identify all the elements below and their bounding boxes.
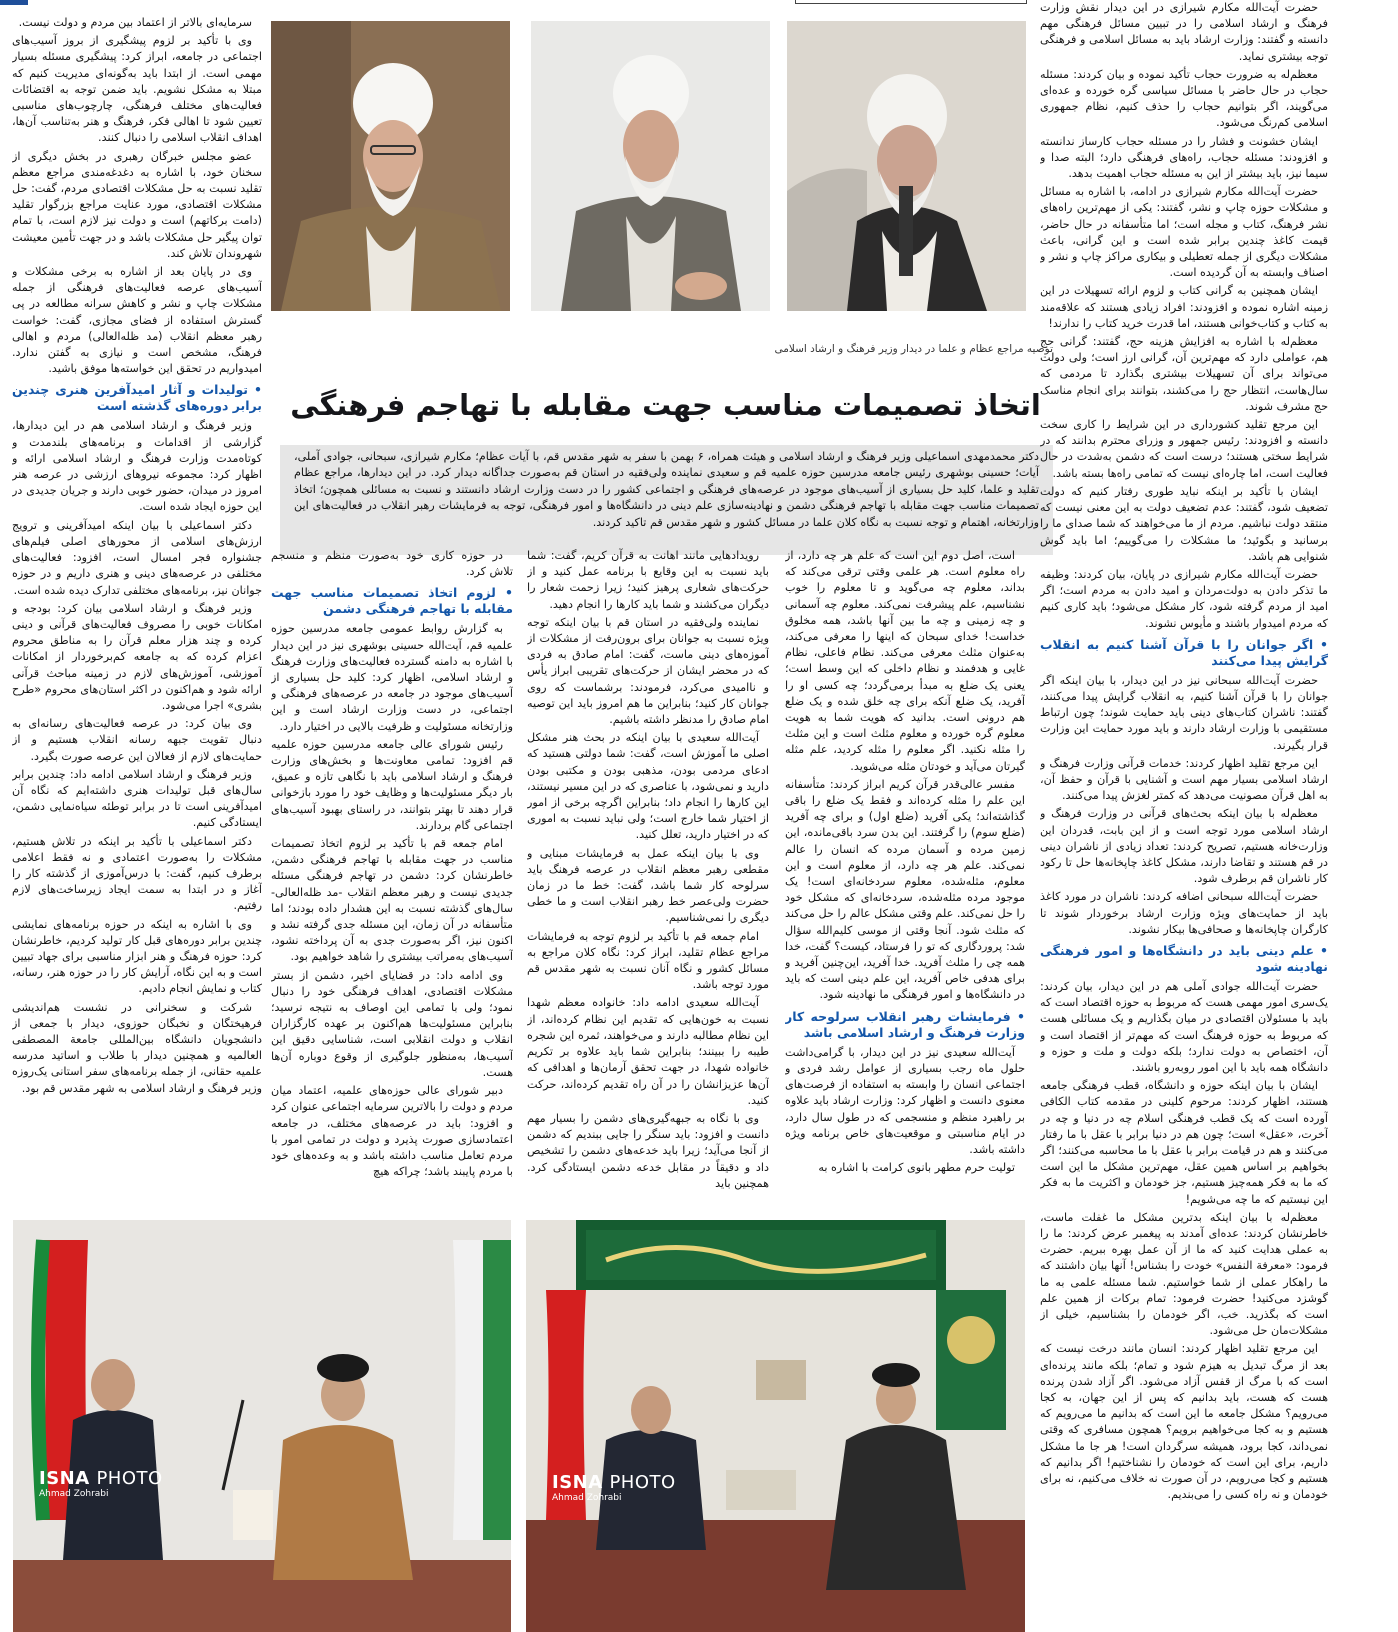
isna-brand: ISNA: [39, 1468, 90, 1489]
paragraph: دبیر شورای عالی حوزه‌های علمیه، اعتماد میان مردم و دولت را بالاترین سرمایه اجتماعی عنوان کرد و افزود: باید در عرصه‌های مختلف، در جامعه اعتمادسازی صورت پذیرد و دولت در تمامی امور با مردم تعامل مناسب داشته باشد و به وعده‌های خود با مردم پایبند باشد؛ چراکه هیچ: [271, 1084, 513, 1179]
paragraph: معظم‌له به ضرورت حجاب تأکید نموده و بیان کردند: مسئله حجاب در حال حاضر با مسائل سیاسی گره خورده و عده‌ای می‌گویند، اگر بتوانیم حجاب را حذف کنیم، نظام جمهوری اسلامی کم‌رنگ می‌شود.: [1040, 67, 1328, 130]
photographer: Ahmad Zohrabi: [39, 1489, 109, 1499]
paragraph: آیت‌الله سعیدی ادامه داد: خانواده معظم شهدا نسبت به خون‌هایی که تقدیم این نظام کرده‌اند، از این نظام مطالبه دارند و می‌خواهند، ثمره این شجره طیبه را ببینند؛ بنابراین شما باید علاوه بر تکریم خانواده شهدا، در جهت تحقق آرمان‌ها و اهدافی که آن‌ها عزیزانشان را در آن راه تقدیم کرده‌اند، حرکت کنید.: [527, 996, 769, 1107]
paragraph: آیت‌الله سعیدی نیز در این دیدار، با گرامی‌داشت حلول ماه رجب بسیاری از عوامل رشد فردی و اجتماعی انسان را وابسته به استفاده از فرصت‌های معنوی دانست و اظهار کرد: وزارت ارشاد باید علاوه بر راهبرد منظم و منسجمی که در طول سال دارد، در ایام مناسبتی و موقعیت‌های خاص برنامه ویژه داشته باشد.: [785, 1045, 1025, 1156]
paragraph: وی ادامه داد: در قضایای اخیر، دشمن از بستر مشکلات اقتصادی، اهداف فرهنگی خود را دنبال نمود؛ ولی با تمامی این اوصاف به نتیجه نرسید؛ بنابراین مسئولیت‌ها هم‌اکنون بر عهده کارگزاران انقلاب و دولت انقلابی است، شناسایی دقیق این آسیب‌ها، به‌منظور جلوگیری از وقوع دوباره آن‌ها هست.: [271, 968, 513, 1079]
text-column-1: [1040, 0, 1328, 1600]
isna-brand-2: ISNA: [552, 1472, 603, 1493]
paragraph: حضرت آیت‌الله مکارم شیرازی در این دیدار نقش وزارت فرهنگ و ارشاد اسلامی را در تبیین مسائل فرهنگی مهم دانسته و گفتند: وزارت ارشاد باید به مسائل اسلامی و فرهنگی توجه بیشتری نماید.: [1040, 1, 1328, 63]
paragraph: نماینده ولی‌فقیه در استان قم با بیان اینکه توجه ویژه نسبت به جوانان برای برون‌رفت از مشکلات از آموزه‌های دینی ماست، گفت: امام صادق به فردی که در محضر ایشان از حرکت‌های تقریبی ابراز یأس و ناامیدی می‌کرد، فرمودند: برشماست که روی جوانان کار کنید؛ بنابراین ما هم امروز باید این توصیه امام صادق را مدنظر داشته باشیم.: [527, 615, 769, 727]
paragraph: معظم‌له با بیان اینکه بدترین مشکل ما غفلت ماست، خاطرنشان کردند: عده‌ای آمدند به پیغمبر عرض کردند: ما را به عملی هدایت کنید که ما از آن عمل بهره ببریم. حضرت فرمود: «معرفة النفس» خودت را بشناس! آنها بیان داشتند که ما راهکار عملی از شما خواستیم. شما مسئله علمی به ما گوشزد می‌کنید! حضرت فرمود: تمام برکات از همین علم است که بگذرید. خب، اگر خودمان را بشناسیم، خیلی از مشکلات‌مان حل می‌شود.: [1040, 1210, 1328, 1338]
paragraph: وی با نگاه به جبهه‌گیری‌های دشمن را بسیار مهم دانست و افزود: باید سنگر را جایی ببندیم که دشمن از آنجا می‌آید؛ زیرا باید خدعه‌های دشمن را تشخیص داد و دقیقاً در مقابل خدعه دشمن ایستادگی کرد. همچنین باید: [527, 1111, 769, 1190]
masthead-rule-right: [795, 0, 1027, 4]
paragraph: در حوزه کاری خود به‌صورت منظم و منسجم تلاش کرد.: [271, 549, 513, 579]
paragraph: دکتر اسماعیلی با بیان اینکه امیدآفرینی و ترویج ارزش‌های اسلامی از محورهای اصلی فیلم‌های جشنواره فجر امسال است، افزود: فعالیت‌های مختلفی در عرصه‌های دینی و هنری داریم و در حوزه جوانان نیز، برنامه‌های مختلفی تدارک دیده شده است.: [12, 518, 262, 597]
paragraph: این مرجع تقلید اظهار کردند: انسان مانند درخت نیست که بعد از مرگ تبدیل به هیزم شود و تمام؛ بلکه مانند پرنده‌ای است که با مرگ از قفس آزاد می‌شود. اگر آزاد شدن پرنده هست که هست، باید بدانیم که پس از این جهان، به کجا می‌رویم؟ مشکل جامعه ما این است که بدانیم ما می‌رویم که هستیم و به کجا می‌خواهیم برویم؟ همچون مسافری که وقتی نمی‌داند، کجا برود، همیشه سرگردان است! هر جا ما مشکل داریم، برای این است که خودمان را نشناختیم! اگر بدانیم که هستیم و کجا می‌رویم، در آن صورت نه خلاف می‌کنیم، نه برای خودمان و نه راه کسی را می‌بندیم.: [1040, 1342, 1328, 1502]
portrait-photo-middle: [531, 21, 770, 311]
paragraph: به گزارش روابط عمومی جامعه مدرسین حوزه علمیه قم، آیت‌الله حسینی بوشهری نیز در این دیدار با اشاره به دامنه گسترده فعالیت‌های وزارت فرهنگ و ارشاد اسلامی، اظهار کرد: کلید حل بسیاری از آسیب‌های موجود در جامعه در عرصه‌های فرهنگی و اجتماعی، در دست وزارت ارشاد است و این وزارتخانه مسئولیت و ظرفیت بالایی در اختیار دارد.: [271, 622, 513, 733]
portrait-photo-left: [271, 21, 510, 311]
subheading: • لزوم اتخاذ تصمیمات مناسب جهت مقابله با تهاجم فرهنگی دشمن: [271, 585, 513, 617]
subheading: • فرمایشات رهبر انقلاب سرلوحه کار وزارت فرهنگ و ارشاد اسلامی باشد: [785, 1008, 1025, 1040]
paragraph: رویدادهایی مانند اهانت به قرآن کریم، گفت: شما باید نسبت به این وقایع با برنامه عمل کنید و از حرکت‌های شعاری پرهیز کنید؛ زیرا زحمت شعار را دیگران می‌کشند و شما باید کارها را انجام دهید.: [527, 549, 769, 611]
isna-word: PHOTO: [96, 1468, 163, 1489]
paragraph: وزیر فرهنگ و ارشاد اسلامی بیان کرد: بودجه و امکانات خوبی را مصروف فعالیت‌های قرآنی و دینی کرده و چند هزار معلم قرآن را به مناطق محروم اعزام کرده که به جامعه کم‌برخوردار از امکانات آموزشی، آموزش‌های لازم در زمینه مباحث قرآنی ارائه شود و هم‌اکنون در اکثر استان‌های محروم «طرح بشری» اجرا می‌شود.: [12, 601, 262, 712]
paragraph: ایشان با بیان اینکه حوزه و دانشگاه، قطب فرهنگی جامعه هستند، اظهار کردند: مرحوم کلینی در مقدمه کتاب الکافی آورده است که یک قطب فرهنگی اسلام چه در دنیا و چه در آخرت، «عقل» است؛ چون هم در دنیا برابر با عقل با ما رفتار می‌کنند و هم در قیامت برابر با عقل با ما محاسبه می‌کنند؛ اگر بخواهیم بر اساس همین عقل، مهم‌ترین مشکل ما این است که ما به فکر همه‌چیز هستیم، جز خودمان و اکثریت ما به فکر این نیستیم که ما چه می‌شویم!: [1040, 1079, 1328, 1206]
paragraph: عضو مجلس خبرگان رهبری در بخش دیگری از سخنان خود، با اشاره به دغدغه‌مندی مراجع معظم تقلید نسبت به حل مشکلات اقتصادی مردم، گفت: حل مشکلات اقتصادی، مورد عنایت مراجع بزرگوار تقلید (دامت برکاتهم) است و دولت نیز لازم است، با تمام توان پیگیر حل مشکلات باشد و در جهت تأمین معیشت شهروندان تلاش کند.: [12, 149, 262, 260]
paragraph: ایشان با تأکید بر اینکه نباید طوری رفتار کنیم که دولت تضعیف شود، گفتند: عدم تضعیف دولت به این معنی نیست که منتقد دولت نباشیم. مردم از ما می‌خواهند که شما صدای ما را برسانید و بگوئید؛ ما مشکلات را می‌گوییم؛ اما باید گوش شنوایی هم باشد.: [1040, 484, 1328, 563]
text-column-4: [271, 548, 513, 1210]
subheading: • تولیدات و آثار امیدآفرین هنری چندین برابر دوره‌های گذشته است: [12, 382, 262, 414]
article-lead: دکتر محمدمهدی اسماعیلی وزیر فرهنگ و ارشاد اسلامی و هیئت همراه، ۶ بهمن با سفر به شهر مقدس قم، با آیات عظام؛ مکارم شیرازی، سبحانی، جوادی آملی، آیات؛ حسینی بوشهری رئیس جامعه مدرسین حوزه علمیه قم و سعیدی نماینده ولی‌فقیه در استان قم به‌صورت جداگانه دیدار کرد. در این دیدارها، مراجع عظام تقلید و علما، کلید حل بسیاری از آسیب‌های موجود در عرصه‌های فرهنگی و اجتماعی کشور را در دست وزارت ارشاد دانستند و نسبت به مسائلی همچون؛ اتخاذ تصمیمات مناسب جهت مقابله با تهاجم فرهنگی دشمن و نهادینه‌سازی علم دینی در دانشگاه‌ها و امور فرهنگی، توجه به فرمایشات رهبر انقلاب در فعالیت‌های این وزارتخانه، اهتمام و توجه نسبت به نگاه کلان علما در مسائل کشور و شهر مقدس قم تاکید کردند.: [280, 445, 1053, 555]
paragraph: معظم‌له با اشاره به افزایش هزینه حج، گفتند: گرانی حج هم، عواملی دارد که مهم‌ترین آن، گرانی ارز است؛ ولی دولت می‌تواند برای آن تسهیلات بیشتری بگذارد تا مردمی که سال‌هاست، انتظار حج را می‌کشند، بتوانند برای انجام مناسک حج مشرف شوند.: [1040, 335, 1328, 413]
paragraph: این مرجع تقلید کشورداری در این شرایط را کاری سخت دانسته و افزودند: رئیس جمهور و وزرای محترم بدانند که در شرایط سختی هستند؛ درست است که دشمن به‌شدت در حال فعالیت است، اما چاره‌ای نیست که تمامی راه‌ها بسته باشد.: [1040, 418, 1328, 480]
paragraph: رئیس شورای عالی جامعه مدرسین حوزه علمیه قم افزود: تمامی معاونت‌ها و بخش‌های وزارت فرهنگ و ارشاد اسلامی باید با نگاهی تازه و عمیق، بار دیگر مسئولیت‌ها و وظایف خود را مورد بازخوانی قرار دهند تا بهتر بتوانند، در راستای بهبود آسیب‌های اجتماعی گام بردارند.: [271, 737, 513, 832]
paragraph: این مرجع تقلید اظهار کردند: خدمات قرآنی وزارت فرهنگ و ارشاد اسلامی بسیار مهم است و آشنایی با قرآن و حفظ آن، به اهل قرآن مصونیت می‌دهد که کمتر لغزش پیدا می‌کنند.: [1040, 756, 1328, 803]
paragraph: آیت‌الله سعیدی با بیان اینکه در بحث هنر مشکل اصلی ما آموزش است، گفت: شما دولتی هستید که ادعای مردمی بودن، مذهبی بودن و مکتبی بودن دارید و نمی‌شود، با عناصری که در این مسیر نیستند، این کارها را انجام داد؛ بنابراین اگرچه برخی از امور از اختیار شما خارج است؛ ولی نباید نسبت به اموری که در اختیار دارید، تعلل کنید.: [527, 731, 769, 842]
paragraph: شرکت و سخنرانی در نشست هم‌اندیشی فرهیختگان و نخبگان حوزوی، دیدار با جمعی از دانشجویان دانشگاه بین‌المللی جامعة المصطفی العالمیه و همچنین دیدار با طلاب و اساتید مدرسه علمیه حقانی، از جمله برنامه‌های سفر استانی یک‌روزه وزیر فرهنگ و ارشاد اسلامی به شهر مقدس قم بود.: [12, 1000, 262, 1095]
text-column-3: [527, 548, 769, 1210]
isna-photo-watermark: [39, 1468, 163, 1499]
paragraph: مفسر عالی‌قدر قرآن کریم ابراز کردند: متأسفانه این علم را مثله کرده‌اند و فقط یک ضلع را باقی گذاشته‌اند؛ یکی آفرید (ضلع اول) و برای چه آفرید (ضلع سوم) را گرفتند. این بدن سرد باقی‌مانده، این زمین مرده و آسمان مرده که انسان را عالم نمی‌کند. علم هر چه دارد، از معلوم است و این معلوم، مثله‌شده، معلوم سردخانه‌ای است! یک موجود مرده مثله‌شده، سردخانه‌ای که مشکل خود را حل نمی‌کند. علم وقتی مشکل عالم را حل می‌کند که مثلث شود. آنجا وقتی از موسی کلیم‌الله سؤال شد: پروردگاری که تو را فرستاد، کیست؟ گفت، خدا همه چی را مثلث آفرید. خدا آفرید، این‌چنین آفرید و برای هدفی خاص آفرید، این علم دینی است که باید در دانشگاه‌ها و امور فرهنگی ما نهادینه شود.: [785, 777, 1025, 1002]
text-column-2: [785, 548, 1025, 1210]
paragraph: وزیر فرهنگ و ارشاد اسلامی ادامه داد: چندین برابر سال‌های قبل تولیدات هنری داشته‌ایم که نگاه آن امیدآفرینی است تا در برابر توطئه سیاه‌نمایی دشمن، ایستادگی کنیم.: [12, 767, 262, 830]
paragraph: تولیت حرم مطهر بانوی کرامت با اشاره به: [818, 1161, 1015, 1175]
masthead-rule-left: [0, 0, 28, 5]
paragraph: وی در پایان بعد از اشاره به برخی مشکلات و آسیب‌های عرصه فعالیت‌های فرهنگی از جمله مشکلات چاپ و نشر و کاهش سرانه مطالعه در پی گسترش استفاده از فضای مجازی، گفت: خواست رهبر معظم انقلاب (مد ظله‌العالی) مردم و اهالی فرهنگ، مشخص است و نیازی به گفتن ندارد. امیدواریم در تحقق این خواسته‌ها موفق باشید.: [12, 265, 262, 376]
paragraph: است، اصل دوم این است که علم هر چه دارد، از راه معلوم است. هر علمی وقتی ترقی می‌کند که بداند، معلوم چه می‌گوید و تا معلوم را خوب نشناسیم، علم پیشرفت نمی‌کند. معلوم چه آسمانی و چه زمینی و چه ما بین آنها باشد، همه مخلوق خداست! خدای سبحان که اینها را معرفی می‌کند، به‌عنوان مثلث معرفی می‌کند. نظام فاعلی، نظام غایی و هدفمند و نظام داخلی که این وسط است؛ یعنی یک ضلع به مبدأ برمی‌گردد؛ چه کسی او را آفرید، یک ضلع آنکه برای چه خلق شده و یک ضلع هم درونی است. بدانید که هویت شما به هویت معلوم گره خورده و معلوم مثلث است و این مثلث را مثله نکنید. اگر معلوم را مثله کردید، علم مثله گیرتان می‌آید و خودتان مثله می‌شوید.: [785, 549, 1025, 773]
paragraph: ایشان خشونت و فشار را در مسئله حجاب کارساز ندانسته و افزودند: مسئله حجاب، راه‌های فرهنگی دارد؛ البته صدا و سیما نیز، باید بیشتر از این به مسئله حجاب اهمیت بدهد.: [1040, 134, 1328, 181]
paragraph: وی بیان کرد: در عرصه فعالیت‌های رسانه‌ای به دنبال تقویت جبهه رسانه انقلاب هستیم و از حمایت‌های لازم از فعالان این عرصه صورت بگیرد.: [12, 717, 262, 763]
isna-photo-watermark-2: [552, 1472, 676, 1503]
paragraph: حضرت آیت‌الله مکارم شیرازی در پایان، بیان کردند: وظیفه ما تذکر دادن به دولت‌مردان و امید دادن به مردم است؛ اگر امید از مردم گرفته شود، کار مشکل می‌شود؛ باید کاری کنیم که مردم امیدوار باشند و مأیوس نشوند.: [1040, 567, 1328, 630]
portrait-photo-right: [787, 21, 1026, 311]
paragraph: حضرت آیت‌الله سبحانی نیز در این دیدار، با بیان اینکه اگر جوانان را با قرآن آشنا کنیم، به انقلاب گرایش پیدا می‌کنند، گفتند: ناشران کتاب‌های دینی باید حمایت شوند؛ چون ارتباط مستقیمی با وزارت ارشاد دارند و باید مورد حمایت این وزارت قرار بگیرند.: [1040, 673, 1328, 752]
paragraph: وی با اشاره به اینکه در حوزه برنامه‌های نمایشی چندین برابر دوره‌های قبل کار تولید کردیم، خاطرنشان کرد: حوزه فرهنگ و هنر ابزار مناسبی برای جهاد تبیین است و به این نگاه، آرایش کار را در حوزه هنر، رسانه، کتاب و نمایش انجام دادیم.: [12, 917, 262, 996]
paragraph: حضرت آیت‌الله سبحانی اضافه کردند: ناشران در مورد کاغذ باید از حمایت‌های ویژه وزارت ارشاد برخوردار شوند تا کارگران چاپخانه‌ها و صحافی‌ها بیکار نشوند.: [1040, 890, 1328, 936]
subheading: • علم دینی باید در دانشگاه‌ها و امور فرهنگی نهادینه شود: [1040, 942, 1328, 974]
paragraph: معظم‌له با بیان اینکه بحث‌های قرآنی در وزارت فرهنگ و ارشاد اسلامی مورد توجه است و از این بابت، قدردان این وزارت‌خانه هستیم، تصریح کردند: تعداد زیادی از ناشران دینی در قم هستند و تقاضا دارند، مشکل کاغذ چاپخانه‌ها حل تا رکود کار ناشران قم برطرف شود.: [1040, 807, 1328, 886]
paragraph: حضرت آیت‌الله مکارم شیرازی در ادامه، با اشاره به مسائل و مشکلات حوزه چاپ و نشر، گفتند: یکی از مهم‌ترین راه‌های نشر فرهنگ، کتاب و مجله است؛ اما متأسفانه در حال حاضر، قیمت کاغذ چندین برابر شده است و این گرانی، باعث مشکلات دیگری از جمله تعطیلی و بیکاری مراکز چاپ و نشر و اصناف وابسته به آن گردیده است.: [1040, 185, 1328, 280]
photographer-2: Ahmad Zohrabi: [552, 1493, 622, 1503]
paragraph: سرمایه‌ای بالاتر از اعتماد بین مردم و دولت نیست.: [18, 16, 252, 29]
isna-word-2: PHOTO: [609, 1472, 676, 1493]
article-headline: اتخاذ تصمیمات مناسب جهت مقابله با تهاجم فرهنگی: [290, 388, 1041, 422]
paragraph: ایشان همچنین به گرانی کتاب و لزوم ارائه تسهیلات در این زمینه اشاره نموده و افزودند: افراد زیادی هستند که علاقه‌مند به کتاب و کتاب‌خوانی هستند، اما قدرت خرید کتاب را ندارند!: [1040, 284, 1328, 330]
paragraph: امام جمعه قم با تأکید بر لزوم اتخاذ تصمیمات مناسب در جهت مقابله با تهاجم فرهنگی دشمن، خاطرنشان کرد: دشمن در تهاجم فرهنگی مسئله جدیدی نیست و رهبر معظم انقلاب -مد ظله‌العالی- سال‌های گذشته نسبت به این هشدار داده بودند؛ اما متأسفانه در آن زمان، این مسئله جدی گرفته نشد و اکنون نیز، اگر به‌صورت جدی به آن پرداخته نشود، آسیب‌های به‌مراتب بیشتری را شاهد خواهیم بود.: [271, 837, 513, 964]
meeting-photo-right: [526, 1220, 1025, 1632]
paragraph: دکتر اسماعیلی با تأکید بر اینکه در تلاش هستیم، مشکلات را به‌صورت اعتمادی و نه فقط اعلامی برطرف کنیم، گفت: با درس‌آموزی از گذشته کار را آغاز و در ابتدا به سمت ایجاد زیرساخت‌های لازم رفتیم.: [12, 834, 262, 913]
paragraph: امام جمعه قم با تأکید بر لزوم توجه به فرمایشات مراجع عظام تقلید، ابراز کرد: نگاه کلان مراجع به مسائل کشور و نگاه آنان نسبت به شهر مقدس قم مورد توجه باشد.: [527, 929, 769, 992]
photo-caption: توصیه مراجع عظام و علما در دیدار وزیر فرهنگ و ارشاد اسلامی: [774, 343, 1053, 355]
paragraph: وزیر فرهنگ و ارشاد اسلامی هم در این دیدارها، گزارشی از اقدامات و برنامه‌های بلندمدت و کوتاه‌مدت وزارت فرهنگ و ارشاد اسلامی ارائه و اظهار کرد: مجموعه نیروهای ارزشی در عرصه هنر امروز در میدان، حضور خوبی دارند و جریان جدیدی در این حوزه ایجاد شده است.: [12, 419, 262, 514]
meeting-photo-left: [13, 1220, 511, 1632]
paragraph: حضرت آیت‌الله جوادی آملی هم در این دیدار، بیان کردند: یک‌سری امور مهمی هست که مربوط به حوزه اقتصاد است که باید با مسئولان اقتصادی در میان بگذاریم و یک مسائلی هست که مربوط به حوزه فرهنگ است که مهم‌تر از اقتصاد است و آن، اختصاص به دولت ندارد؛ بلکه دولت و ملت و حوزه و دانشگاه همه باید با این امور روبه‌رو باشند.: [1040, 979, 1328, 1074]
text-column-5: [12, 15, 262, 1235]
subheading: • اگر جوانان را با قرآن آشنا کنیم به انقلاب گرایش پیدا می‌کنند: [1040, 636, 1328, 668]
paragraph: وی با تأکید بر لزوم پیشگیری از بروز آسیب‌های اجتماعی در جامعه، ابراز کرد: پیشگیری مسئله بسیار مهمی است. از ابتدا باید به‌گونه‌ای مدیریت کنیم که مبتلا به مشکل نشویم. باید ضمن توجه به اقتضائات فعالیت‌های مختلف فرهنگی، چارچوب‌های مناسبی تعیین شود تا اهالی فکر، فرهنگ و هنر به‌تناسب آن‌ها، اهداف انقلاب اسلامی را دنبال کنند.: [12, 34, 262, 145]
paragraph: وی با بیان اینکه عمل به فرمایشات مبنایی و مقطعی رهبر معظم انقلاب در عرصه فرهنگ باید سرلوحه کار شما باشد، گفت: خط ما در زمان حضرت ولی‌عصر خط رهبر انقلاب است و ما خطی دیگری را نمی‌شناسیم.: [527, 846, 769, 925]
